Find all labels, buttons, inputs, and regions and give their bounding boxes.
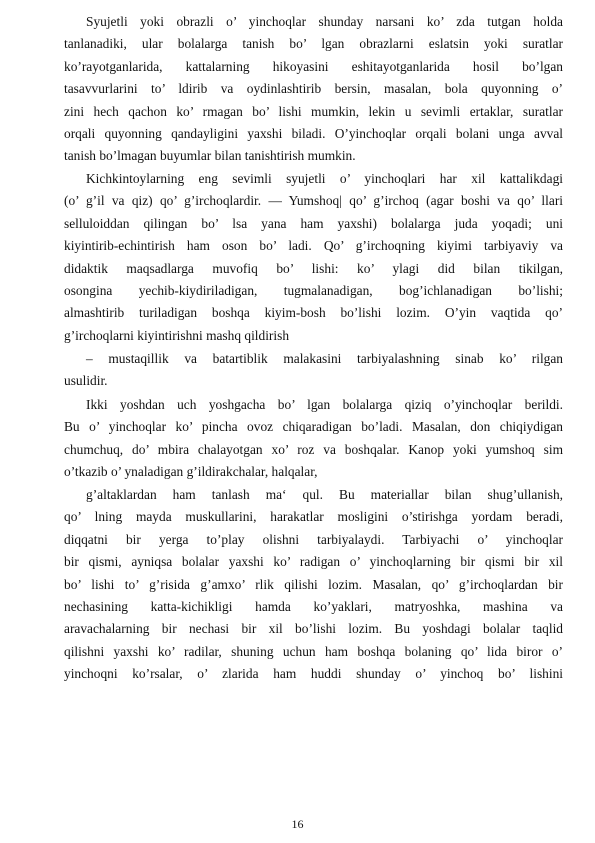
text-line: didaktik maqsadlarga muvofiq bo’ lishi: ko’ ylagi did bilan tikilgan, bbox=[64, 260, 563, 276]
text-line: tanlanadiki, ular bolalarga tanish bo’ lgan obrazlarni eslatsin yoki suratlar bbox=[64, 36, 563, 52]
paragraph-2 bbox=[64, 168, 563, 347]
text-line: o’tkazib o’ ynaladigan g’ildirakchalar, halqalar, bbox=[64, 464, 318, 480]
text-line: yinchoqni ko’rsalar, o’ zlarida ham huddi shunday o’ yinchoq bo’ lishini bbox=[64, 666, 563, 682]
page-number: 16 bbox=[291, 817, 304, 831]
text-line: kiyintirib-echintirish ham oson bo’ ladi. Qo’ g’irchoqning kiyimi tarbiyaviy va bbox=[64, 238, 563, 254]
text-line: tanish bo’lmagan buyumlar bilan tanishtirish mumkin. bbox=[64, 148, 356, 164]
text-line: ko’rayotganlarida, kattalarning hikoyasini eshitayotganlarida hosil bo’lgan bbox=[64, 58, 563, 74]
text-line: – mustaqillik va batartiblik malakasini tarbiyalashning sinab ko’ rilgan bbox=[86, 351, 563, 366]
text-line: zini hech qachon ko’ rmagan bo’ lishi mumkin, lekin u sevimli ertaklar, suratlar bbox=[64, 103, 563, 119]
text-line: nechasining katta-kichikligi hamda ko’yaklari, matryoshka, mashina va bbox=[64, 598, 563, 614]
text-line: qilishni yaxshi ko’ radilar, shuning uchun ham boshqa bolaning qo’ lida biror o’ bbox=[64, 643, 563, 659]
text-line: Bu o’ yinchoqlar ko’ pincha ovoz chiqaradigan bo’ladi. Masalan, don chiqiydigan bbox=[64, 419, 563, 435]
paragraph-5 bbox=[64, 484, 563, 686]
text-line: chumchuq, do’ mbira chalayotgan xo’ roz va boshqalar. Kanop yoki yumshoq sim bbox=[64, 441, 563, 457]
text-line: tasavvurlarini to’ ldirib va oydinlashtirib bersin, masalan, bola quyonning o’ bbox=[64, 81, 563, 97]
text-line: g’altaklardan ham tanlash ma‘ qul. Bu materiallar bilan shug’ullanish, bbox=[86, 487, 563, 502]
text-line: usulidir. bbox=[64, 373, 108, 389]
text-line: selluloiddan qilingan bo’ lsa yana ham yaxshi) bolalarga juda yoqadi; uni bbox=[64, 215, 563, 231]
text-line: orqali quyonning qandayligini yaxshi biladi. O’yinchoqlar orqali bolani unga avval bbox=[64, 125, 563, 141]
text-line: qo’ lning mayda muskullarini, harakatlar mosligini o’stirishga yordam beradi, bbox=[64, 509, 563, 525]
text-line: almashtirib turiladigan boshqa kiyim-bosh bo’lishi lozim. O’yin vaqtida qo’ bbox=[64, 305, 563, 321]
text-line: g’irchoqlarni kiyintirishni mashq qildirish bbox=[64, 327, 290, 343]
text-line: (o’ g’il va qiz) qo’ g’irchoqlardir. — Yumshoq| qo’ g’irchoq (agar boshi va qo’ llari bbox=[64, 193, 563, 209]
text-line: aravachalarning bir nechasi bir xil bo’lishi lozim. Bu yoshdagi bolalar taqlid bbox=[64, 621, 563, 637]
text-line: Kichkintoylarning eng sevimli syujetli o’ yinchoqlari har xil kattalikdagi bbox=[86, 171, 563, 186]
paragraph-1 bbox=[64, 11, 563, 168]
paragraph-3 bbox=[64, 348, 563, 393]
text-line: bir qismi, ayniqsa bolalar yaxshi ko’ radigan o’ yinchoqlarning bir qismi bir xil bbox=[64, 554, 563, 570]
text-line: Ikki yoshdan uch yoshgacha bo’ lgan bolalarga qiziq o’yinchoqlar berildi. bbox=[86, 397, 563, 412]
text-line: bo’ lishi to’ g’risida g’amxo’ rlik qilishi lozim. Masalan, qo’ g’irchoqlardan bir bbox=[64, 576, 563, 592]
text-line: diqqatni bir yerga to’play olishni tarbiyalaydi. Tarbiyachi o’ yinchoqlar bbox=[64, 531, 563, 547]
text-line: Syujetli yoki obrazli o’ yinchoqlar shunday narsani ko’ zda tutgan holda bbox=[86, 14, 563, 29]
paragraph-4 bbox=[64, 394, 563, 484]
text-line: osongina yechib-kiydiriladigan, tugmalanadigan, bog’ichlanadigan bo’lishi; bbox=[64, 282, 563, 298]
